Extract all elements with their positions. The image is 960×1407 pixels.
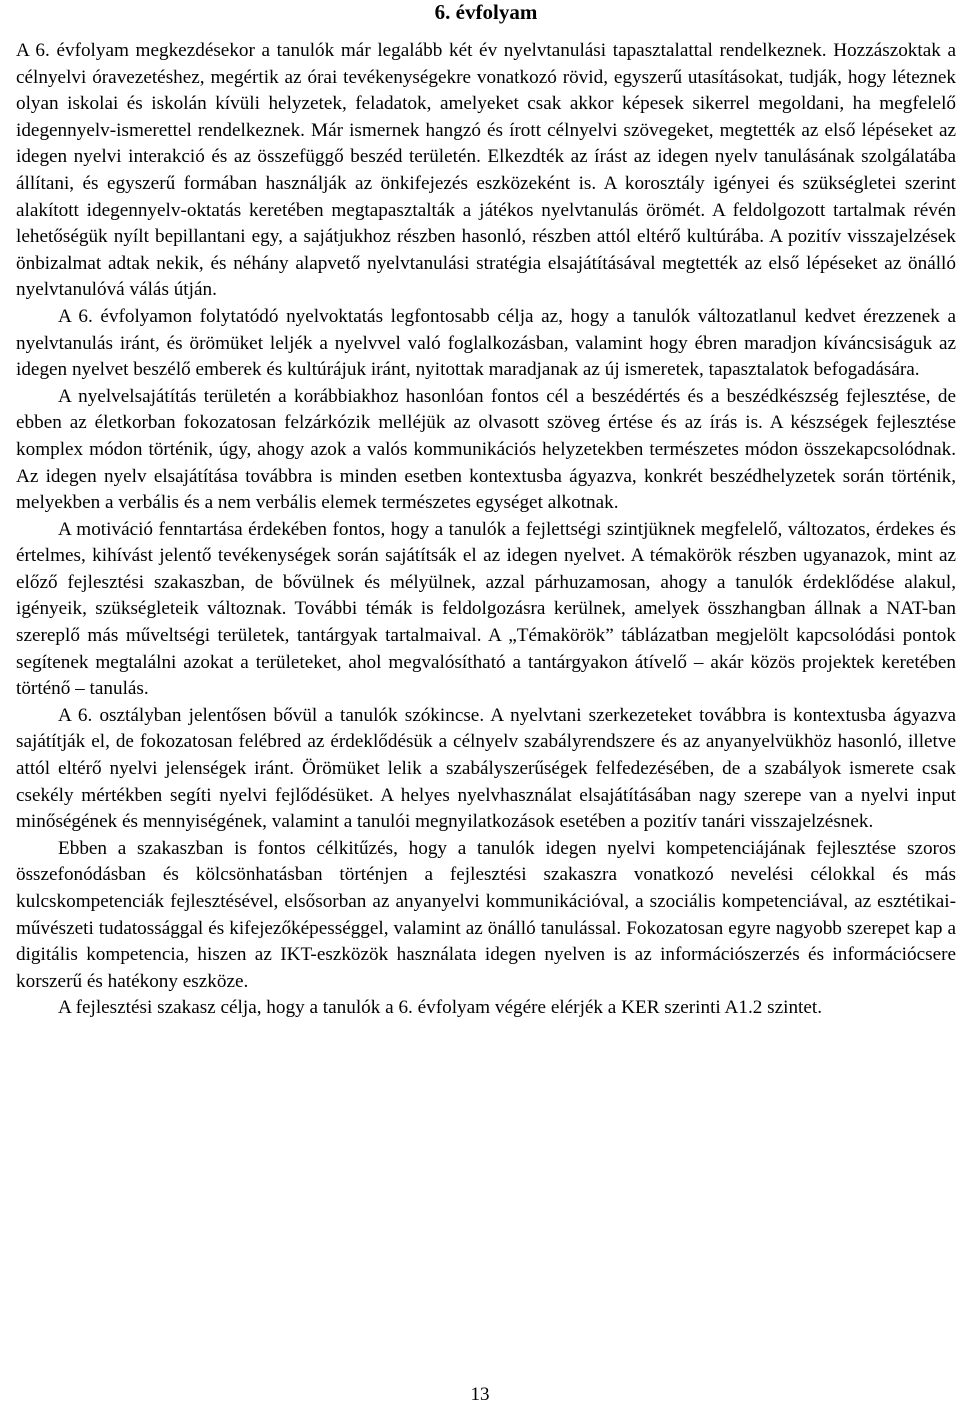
document-page xyxy=(16,0,956,1022)
page-number: 13 xyxy=(470,1384,490,1405)
paragraph-4: A motiváció fenntartása érdekében fontos, hogy a tanulók a fejlettségi szintjüknek megfelelő, változatos, érdekes és értelmes, kihívást jelentő tevékenységek során sajátítsák el az idegen nyelvet. A témakörök részben ugyanazok, mint az előző fejlesztési szakaszban, de bővülnek és mélyülnek, azzal párhuzamosan, ahogy a tanulók érdeklődése alakul, igényeik, szükségleteik változnak. További témák is feldolgozásra kerülnek, amelyek összhangban állnak a NAT-ban szereplő más műveltségi területek, tantárgyak tartalmaival. A „Témakörök” táblázatban megjelölt kapcsolódási pontok segítenek megtalálni azokat a területeket, ahol megvalósítható a tantárgyakon átívelő – akár közös projektek keretében történő – tanulás. xyxy=(16,518,956,700)
section-heading: 6. évfolyam xyxy=(434,0,538,24)
paragraph-2: A 6. évfolyamon folytatódó nyelvoktatás legfontosabb célja az, hogy a tanulók változatlanul kedvet érezzenek a nyelvtanulás iránt, és örömüket leljék a nyelvvel való foglalkozásban, valamint hogy ébren maradjon kíváncsiságuk az idegen nyelvet beszélő emberek és kultúrájuk iránt, nyitottak maradjanak az új ismeretek, tapasztalatok befogadására. xyxy=(16,305,956,381)
paragraph-3: A nyelvelsajátítás területén a korábbiakhoz hasonlóan fontos cél a beszédértés és a beszédkészség fejlesztése, de ebben az életkorban fokozatosan felzárkózik melléjük az olvasott szöveg értése és az írás is. A készségek fejlesztése komplex módon történik, úgy, ahogy azok a valós kommunikációs helyzetekben természetes módon összekapcsolódnak. Az idegen nyelv elsajátítása továbbra is minden esetben kontextusba ágyazva, konkrét beszédhelyzetek során történik, melyekben a verbális és a nem verbális elemek természetes egységet alkotnak. xyxy=(16,385,956,514)
paragraph-1: A 6. évfolyam megkezdésekor a tanulók már legalább két év nyelvtanulási tapasztalattal rendelkeznek. Hozzászoktak a célnyelvi óravezetéshez, megértik az órai tevékenységekre vonatkozó rövid, egyszerű utasításokat, tudják, hogy léteznek olyan iskolai és iskolán kívüli helyzetek, feladatok, amelyeket csak akkor képesek sikerrel megoldani, ha megfelelő idegennyelv-ismerettel rendelkeznek. Már ismernek hangzó és írott célnyelvi szövegeket, megtették az első lépéseket az idegen nyelvi interakció és az összefüggő beszéd területén. Elkezdték az írást az idegen nyelv tanulásának szolgálatába állítani, és egyszerű formában használják az önkifejezés eszközeként is. A korosztály igényei és szükségletei szerint alakított idegennyelv-oktatás keretében megtapasztalták a játékos nyelvtanulás örömét. A feldolgozott tartalmak révén lehetőségük nyílt bepillantani egy, a sajátjukhoz részben hasonló, részben attól eltérő kultúrába. A pozitív visszajelzések önbizalmat adtak nekik, és néhány alapvető nyelvtanulási stratégia elsajátításával megtették az első lépéseket az önálló nyelvtanulóvá válás útján. xyxy=(16,40,956,301)
paragraph-6: Ebben a szakaszban is fontos célkitűzés, hogy a tanulók idegen nyelvi kompetenciájának fejlesztése szoros összefonódásban és kölcsönhatásban történjen a fejlesztési szakaszra vonatkozó nevelési célokkal és más kulcskompetenciák fejlesztésével, elsősorban az anyanyelvi kommunikációval, a szociális kompetenciával, az esztétikai-művészeti tudatossággal és kifejezőképességgel, valamint az önálló tanulással. Fokozatosan egyre nagyobb szerepet kap a digitális kompetencia, hiszen az IKT-eszközök használata idegen nyelven is az információszerzés és információcsere korszerű és hatékony eszköze. xyxy=(16,837,956,992)
body-text xyxy=(16,38,956,1022)
paragraph-5: A 6. osztályban jelentősen bővül a tanulók szókincse. A nyelvtani szerkezeteket továbbra is kontextusba ágyazva sajátítják el, de fokozatosan felébred az érdeklődésük a célnyelv szabályrendszere és az anyanyelvükhöz hasonló, illetve attól eltérő nyelvi jelenségek iránt. Örömüket lelik a szabályszerűségek felfedezésében, de a szabályok ismerete csak csekély mértékben segíti nyelvi fejlődésüket. A helyes nyelvhasználat elsajátításában nagy szerepe van a nyelvi input minőségének és mennyiségének, valamint a tanulói megnyilatkozások esetében a pozitív tanári visszajelzésnek. xyxy=(16,704,956,833)
paragraph-7: A fejlesztési szakasz célja, hogy a tanulók a 6. évfolyam végére elérjék a KER szerinti A1.2 szintet. xyxy=(58,997,823,1019)
